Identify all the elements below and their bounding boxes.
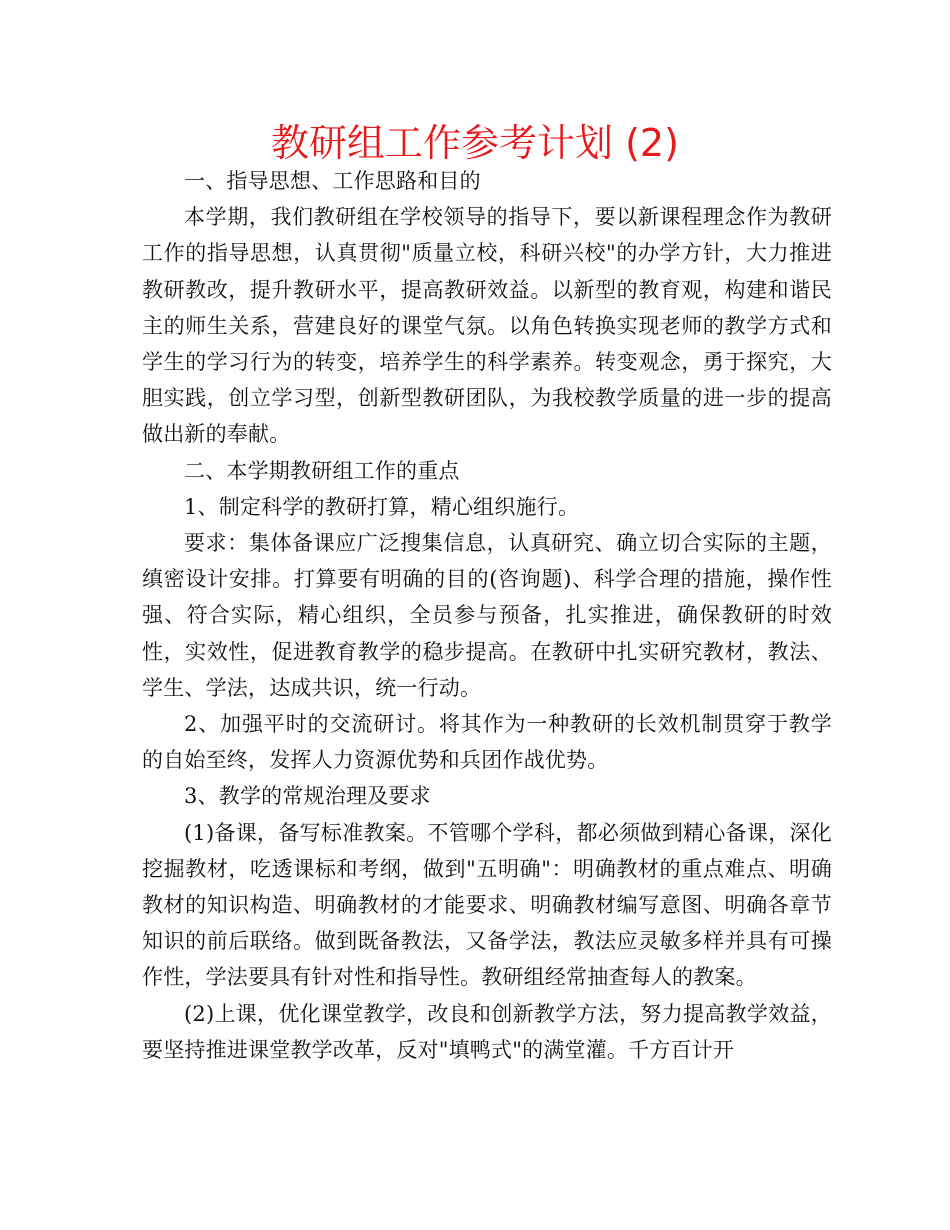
document-body [142,163,832,1068]
section-heading: 一、指导思想、工作思路和目的 [184,169,481,193]
document-title: 教研组工作参考计划 (2) [271,121,679,165]
paragraph: 2、加强平时的交流研讨。将其作为一种教研的长效机制贯穿于教学的自始至终，发挥人力资源优势和兵团作战优势。 [142,712,832,773]
section-heading: 二、本学期教研组工作的重点 [184,458,460,483]
paragraph: 1、制定科学的教研打算，精心组织施行。 [184,494,580,519]
paragraph: (1)备课，备写标准教案。不管哪个学科，都必须做到精心备课，深化挖掘教材，吃透课标和考纲，做到"五明确"：明确教材的重点难点、明确教材的知识构造、明确教材的才能要求、明确教材编写意图、明确各章节知识的前后联络。做到既备教法，又备学法，教法应灵敏多样并具有可操作性，学法要具有针对性和指导性。教研组经常抽查每人的教案。 [142,820,832,990]
paragraph: 本学期，我们教研组在学校领导的指导下，要以新课程理念作为教研工作的指导思想，认真贯彻"质量立校，科研兴校"的办学方针，大力推进教研教改，提升教研水平，提高教研效益。以新型的教育观，构建和谐民主的师生关系，营建良好的课堂气氛。以角色转换实现老师的教学方式和学生的学习行为的转变，培养学生的科学素养。转变观念，勇于探究，大胆实践，创立学习型，创新型教研团队，为我校教学质量的进一步的提高做出新的奉献。 [142,205,832,447]
paragraph: (2)上课，优化课堂教学，改良和创新教学方法，努力提高教学效益，要坚持推进课堂教学改革，反对"填鸭式"的满堂灌。千方百计开 [142,1001,832,1062]
paragraph: 要求：集体备课应广泛搜集信息，认真研究、确立切合实际的主题，缜密设计安排。打算要有明确的目的(咨询题)、科学合理的措施，操作性强、符合实际，精心组织，全员参与预备，扎实推进，确保教研的时效性，实效性，促进教育教学的稳步提高。在教研中扎实研究教材，教法、学生、学法，达成共识，统一行动。 [142,531,832,700]
paragraph: 3、教学的常规治理及要求 [184,784,431,809]
